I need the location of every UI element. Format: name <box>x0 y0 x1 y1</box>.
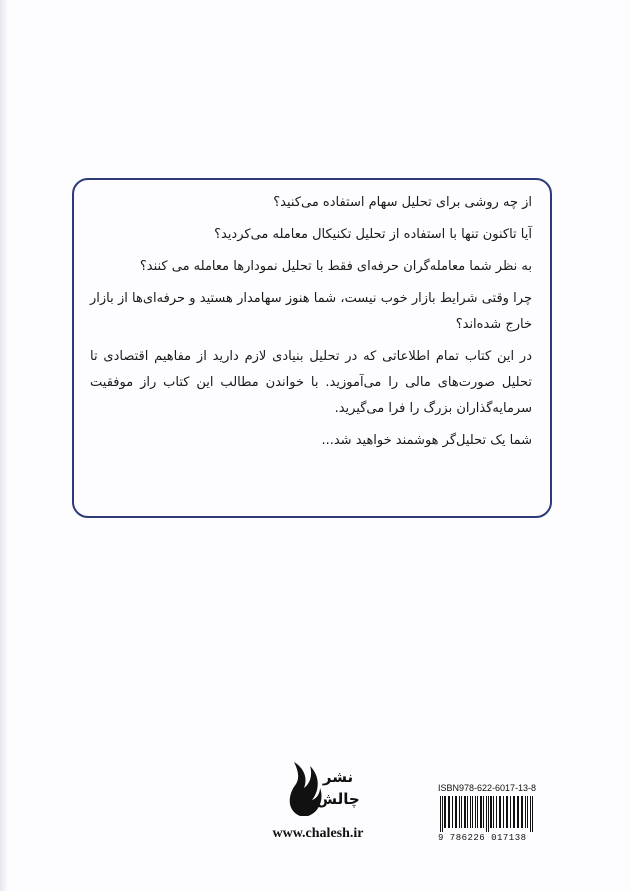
publisher-website: www.chalesh.ir <box>272 826 364 841</box>
barcode-bar <box>477 796 478 828</box>
barcode-bar <box>506 796 508 828</box>
blurb-question-3: به نظر شما معامله‌گران حرفه‌ای فقط با تحلیل نمودارها معامله می کنند؟ <box>139 259 532 274</box>
barcode-bar <box>530 796 531 832</box>
publisher-logo <box>282 758 360 818</box>
barcode <box>438 796 566 832</box>
barcode-bar <box>510 796 511 828</box>
blurb-question-1: از چه روشی برای تحلیل سهام استفاده می‌کنید؟ <box>273 195 532 210</box>
spine-shadow <box>0 0 8 891</box>
barcode-bar <box>503 796 504 828</box>
barcode-bar <box>455 796 457 828</box>
barcode-bar <box>513 796 515 828</box>
barcode-bar <box>440 796 441 832</box>
barcode-bar <box>490 796 492 828</box>
barcode-bar <box>472 796 473 828</box>
barcode-bar <box>470 796 471 828</box>
barcode-bar <box>521 796 523 828</box>
barcode-bar <box>448 796 450 828</box>
isbn-label: ISBN978-622-6017-13-8 <box>438 783 537 793</box>
barcode-bar <box>525 796 526 828</box>
barcode-bar <box>442 796 443 832</box>
barcode-bar <box>532 796 533 832</box>
logo-text-top: نشر <box>322 768 354 786</box>
barcode-bar <box>475 796 476 828</box>
barcode-digits: 9 786226 017138 <box>438 833 527 843</box>
barcode-bar <box>464 796 466 828</box>
logo-text-bottom: چالش <box>316 790 360 808</box>
barcode-bar <box>488 796 489 832</box>
barcode-bar <box>486 796 487 832</box>
barcode-bar <box>527 796 528 828</box>
barcode-bar <box>480 796 482 828</box>
barcode-bar <box>499 796 501 828</box>
isbn-block <box>438 782 570 844</box>
barcode-bar <box>461 796 462 828</box>
blurb-description: در این کتاب تمام اطلاعاتی که در تحلیل بنیادی لازم دارید از مفاهیم اقتصادی تا تحلیل صورت‌های مالی را می‌آموزید. با خواندن مطالب این کتاب راز موفقیت سرمایه‌گذاران بزرگ را فرا می‌گیرید. <box>90 349 532 416</box>
barcode-bar <box>483 796 484 828</box>
blurb-closing: شما یک تحلیل‌گر هوشمند خواهید شد... <box>321 433 532 448</box>
barcode-bar <box>496 796 497 828</box>
barcode-bar <box>517 796 519 828</box>
blurb-question-4: چرا وقتی شرایط بازار خوب نیست، شما هنوز سهامدار هستید و حرفه‌ای‌ها از بازار خارج شده‌اند؟ <box>90 291 532 332</box>
barcode-bar <box>452 796 453 828</box>
barcode-bar <box>493 796 494 828</box>
barcode-bar <box>467 796 468 828</box>
blurb-question-2: آیا تاکنون تنها با استفاده از تحلیل تکنیکال معامله می‌کردید؟ <box>214 227 532 242</box>
barcode-bar <box>444 796 446 828</box>
blurb-box <box>72 178 552 518</box>
barcode-bar <box>459 796 460 828</box>
